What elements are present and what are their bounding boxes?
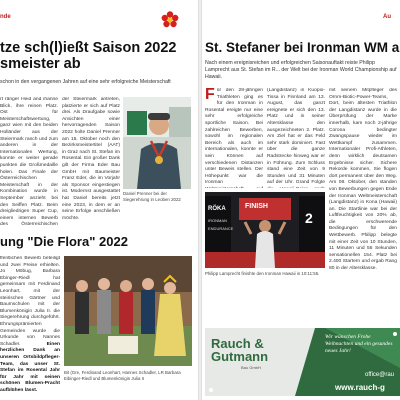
photo-sponsor-text: RÖKA (208, 206, 226, 212)
article-text: ffentlichen Bewerb beteiligt und zwei Preise erhielten. Jo Möbug, Barbara Ebinger-Riedl hat gemeinsam mit Ferdinand Leonhart, mit der steirischen Gärtner und Baumschulen mit der Blumenkönigin Julia II. die Siegerehrung durchgeführt. Ehrungsprämierten Gemeinden wurde die Urkunde von Nannes Schadler. (0, 256, 60, 347)
ad-email: office@rau (365, 372, 394, 378)
right-page (201, 0, 400, 400)
athlete-photo (123, 97, 191, 189)
lead-paragraph: Nach einem ereignisreichen und erfolgreichen Saisonauftakt reiste Philipp Lamprecht aus St. Stefan im R... der Welt bei der Ironman World Championship auf Hawaii. (205, 60, 397, 80)
photo-banner-text: IRONMAN (208, 218, 227, 223)
photo-number-text: 2 (305, 210, 313, 226)
ad-slogan: Wir wünschen Frohe Weihnachten und ein gesundes neues Jahr! (325, 334, 393, 354)
ad-brand-line-1: Rauch & (211, 336, 264, 351)
headline-line-2: smeister ab (0, 56, 81, 72)
headline: St. Stefaner bei Ironman WM a (205, 40, 400, 55)
photo-caption: Philipp Lamprecht finishte den Ironman Hawaii in 10:11:55. (205, 271, 320, 276)
article-thanks: Einen herzlichen Dank an unseren Ortsbildpfleger-Team, das unser St. Stefan im Rosental Jahr für Jahr mit seinen schönen Blumen-Pracht aufblühen lässt. (0, 341, 60, 393)
photo-caption: Bit (Gre, Ferdinand Leonhart, Hannes Schadler, LR Barbara Eibinger-Riedl und Blumenkönigin Julia II (64, 370, 181, 381)
advertisement (205, 328, 400, 396)
photo-banner-text: ENDURANCE (208, 226, 234, 231)
left-page (0, 0, 199, 400)
ad-website: www.rauch-g (335, 383, 385, 392)
headline-line-1: tze sch(l)ießt Saison 2022 (0, 40, 177, 56)
award-ceremony-photo (64, 256, 192, 366)
photo-finish-text: FINISH (245, 203, 268, 210)
article-column: rt ränger Heid and ihanne Blick, ihre reinen Platz. Ost für Meisterschaftswertung, ganz wien mit den beiden Holländer aus der Steiermark ranch und zum anderen in der Internationalen Wertung, konnte er weiter gerade punkten die Großmedaille holen. Das Finale der Österreichischen Meisterschaft in der Kombination wurde in September anzieht bei den Seiffen Platz. Beim dreigliedrigen Super Cup, einem internen Bewerb des Österreichischen (0, 97, 58, 227)
article-column: mit seinem Mitpfleger des Ornm-Biotic-Power-Teams, Dort, beim ältesten Triathlon der Langdistanz wurde in die Überprüfung der Marke innerhalb, kam noch 2-jährige Corona bedingter Zwangspause wieder im Wettkampf zusammen. Internationaler Profi-Athleten, denn wirklich deutsamen Ergebnisse sicher. Sichere Rekorde kommen, Sie flogen dort permanent über den Weg. Am 08. Oktober, den standen von Bewerbungen gegen Ende der Ironman Weltmeisterschaft (Langdistanz) in Kona (Hawaii) an. Die Startlinie war bei der Luftfeuchtigkeit von 20% ab, die erschwerende Bedingungen für den Wettbewerb. Philipp belegte mit einer Zeit von 10 Stunden, 11 Minuten und 55 Sekunden sensationellen 154. Platz bei 2.400 Startern und ergab Rang 80 in der Altersklasse. (329, 88, 397, 272)
headline-flora: ung "Die Flora" 2022 (0, 234, 128, 249)
article-text: ür den 28-jährigen Triathleten ging es für den Ironman in Rosental ereigte nur eine sehr erfolgreiche sportliche Saison. Bei zahlreichen Bewerben, sowohl im regionalen Bereich als auch im internationalen, konnte er sein Können auf verschiedenen Distanzen unter Beweis stellen. Der Höhepunkt war die Ironman (205, 88, 263, 186)
drop-cap: F (205, 88, 215, 103)
article-column (0, 256, 60, 396)
photo-caption: Daniel Prenner bei der Siegerehrung in Leoben 2022 (123, 191, 181, 202)
flower-icon (160, 10, 180, 30)
ironman-finish-photo (205, 192, 325, 268)
ad-brand-line-2: Gutmann (211, 349, 269, 364)
section-label: nde (0, 14, 11, 20)
article-column (205, 88, 263, 188)
section-label: Au (383, 14, 391, 20)
article-column: der Steiermark antreten, platzierte er sich auf Platz drei. Als Draufgabe sowie Ansichten einer hervorragenden Saison 2022 holte Daniel Prenner am 15. Oktober noch den Bezirksmeistertitel (AAT) in Graz nach St. Stefan im Rosental. Ein großer Dank gilt der Firma Eder Bau GmbH mit Baumeister Franz Eder, die im Vorjahr als Sponsor eingestiegen ist. Modernst ausgestattet hat Daniel bereits jetzt eine 2023, in dem er an seine Erfolge anschließen möchte. (62, 97, 120, 221)
lead-paragraph: schon in den vergangenen Jahren auf eine sehr erfolgreiche Meisterschaft (0, 79, 171, 85)
article-column: (Langdistanz) in Kuopio-Tissa in Finnland am 13. August, das ganzt ereignete er sich den 13. Platz und in seiner Altersklasse den ausgezeichneten 2. Platz. Am Ziel hat er das Feld sehr stark dominiert. Fast über die ganze Radstrecke hinweg war er in Führung. Zum Schluss stand eine Zeit von 9 Stunden und 31 Minuten auf der Uhr. Grand Folgte (267, 88, 325, 186)
ad-brand-subtitle: Bau GmbH (241, 365, 261, 370)
